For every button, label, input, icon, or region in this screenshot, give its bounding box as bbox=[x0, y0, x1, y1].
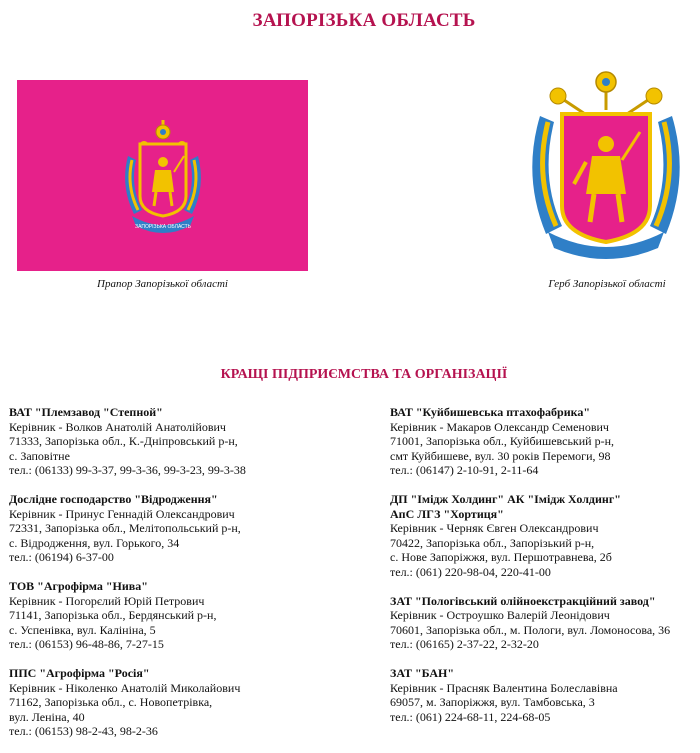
company-line: Керівник - Волков Анатолій Анатолійович bbox=[9, 419, 226, 434]
company-line: Керівник - Ніколенко Анатолій Миколайович bbox=[9, 680, 241, 695]
company-entry bbox=[9, 492, 379, 565]
page-title: ЗАПОРІЗЬКА ОБЛАСТЬ bbox=[252, 10, 476, 31]
company-line: Керівник - Прасняк Валентина Болеславівна bbox=[390, 680, 618, 695]
coat-caption: Герб Запорізької області bbox=[548, 278, 666, 290]
company-entry bbox=[390, 405, 700, 478]
company-name: ППС "Агрофірма "Росія" bbox=[9, 665, 150, 680]
company-line: вул. Леніна, 40 bbox=[9, 709, 85, 724]
company-name-cont: АпС ЛГЗ "Хортиця" bbox=[390, 506, 504, 521]
company-line: Керівник - Погорєлий Юрій Петрович bbox=[9, 593, 205, 608]
company-entry bbox=[9, 405, 379, 478]
company-line: Керівник - Принус Геннадій Олександрович bbox=[9, 506, 235, 521]
company-entry bbox=[390, 666, 700, 724]
company-phone: тел.: (06165) 2-37-22, 2-32-20 bbox=[390, 637, 539, 652]
company-line: Керівник - Остроушко Валерій Леонідович bbox=[390, 608, 610, 623]
companies-right-column bbox=[390, 405, 700, 738]
section-heading: КРАЩІ ПІДПРИЄМСТВА ТА ОРГАНІЗАЦІЇ bbox=[220, 367, 508, 382]
company-entry bbox=[390, 492, 700, 580]
company-line: 72331, Запорізька обл., Мелітопольський р-н, bbox=[9, 521, 241, 536]
company-line: 70422, Запорізька обл., Запорізький р-н, bbox=[390, 535, 595, 550]
company-line: Керівник - Макаров Олександр Семенович bbox=[390, 419, 609, 434]
company-phone: тел.: (06153) 96-48-86, 7-27-15 bbox=[9, 637, 164, 652]
company-name: ЗАТ "БАН" bbox=[390, 665, 455, 680]
company-line: 71162, Запорізька обл., с. Новопетрівка, bbox=[9, 695, 213, 710]
company-entry bbox=[9, 666, 379, 739]
company-phone: тел.: (06133) 99-3-37, 99-3-36, 99-3-23, 99-3-38 bbox=[9, 463, 246, 478]
company-line: 70601, Запорізька обл., м. Пологи, вул. Ломоносова, 36 bbox=[390, 622, 671, 637]
company-name: Дослідне господарство "Відродження" bbox=[9, 491, 218, 506]
company-name: ВАТ "Куйбишевська птахофабрика" bbox=[390, 405, 591, 419]
company-line: 71333, Запорізька обл., К.-Дніпровський р-н, bbox=[9, 434, 238, 449]
company-line: 71001, Запорізька обл., Куйбишевський р-н, bbox=[390, 434, 615, 449]
flag-ribbon-text: ЗАПОРІЗЬКА ОБЛАСТЬ bbox=[135, 224, 191, 230]
region-flag bbox=[17, 80, 308, 271]
company-line: 71141, Запорізька обл., Бердянський р-н, bbox=[9, 608, 217, 623]
company-line: с. Відродження, вул. Горького, 34 bbox=[9, 535, 180, 550]
company-phone: тел.: (06147) 2-10-91, 2-11-64 bbox=[390, 463, 539, 478]
company-name: ТОВ "Агрофірма "Нива" bbox=[9, 578, 148, 593]
company-line: с. Нове Запоріжжя, вул. Першотравнева, 2б bbox=[390, 550, 612, 565]
coat-of-arms-icon bbox=[518, 66, 694, 266]
coat-of-arms bbox=[518, 66, 694, 271]
company-line: с. Заповітне bbox=[9, 448, 70, 463]
company-entry bbox=[9, 579, 379, 652]
company-entry bbox=[390, 594, 700, 652]
company-name: ВАТ "Племзавод "Степной" bbox=[9, 405, 163, 419]
company-name: ЗАТ "Пологівський олійноекстракційний завод" bbox=[390, 593, 656, 608]
company-line: с. Успенівка, вул. Калініна, 5 bbox=[9, 622, 156, 637]
flag-caption: Прапор Запорізької області bbox=[97, 278, 228, 290]
company-name: ДП "Імідж Холдинг" АК "Імідж Холдинг" bbox=[390, 491, 621, 506]
company-phone: тел.: (06153) 98-2-43, 98-2-36 bbox=[9, 724, 158, 739]
company-line: Керівник - Черняк Євген Олександрович bbox=[390, 521, 599, 536]
company-line: 69057, м. Запоріжжя, вул. Тамбовська, 3 bbox=[390, 695, 595, 710]
company-phone: тел.: (061) 224-68-11, 224-68-05 bbox=[390, 709, 551, 724]
company-line: смт Куйбишеве, вул. 30 років Перемоги, 98 bbox=[390, 448, 611, 463]
company-phone: тел.: (06194) 6-37-00 bbox=[9, 550, 114, 565]
company-phone: тел.: (061) 220-98-04, 220-41-00 bbox=[390, 564, 551, 579]
companies-left-column bbox=[9, 405, 379, 753]
flag-emblem bbox=[118, 116, 208, 236]
